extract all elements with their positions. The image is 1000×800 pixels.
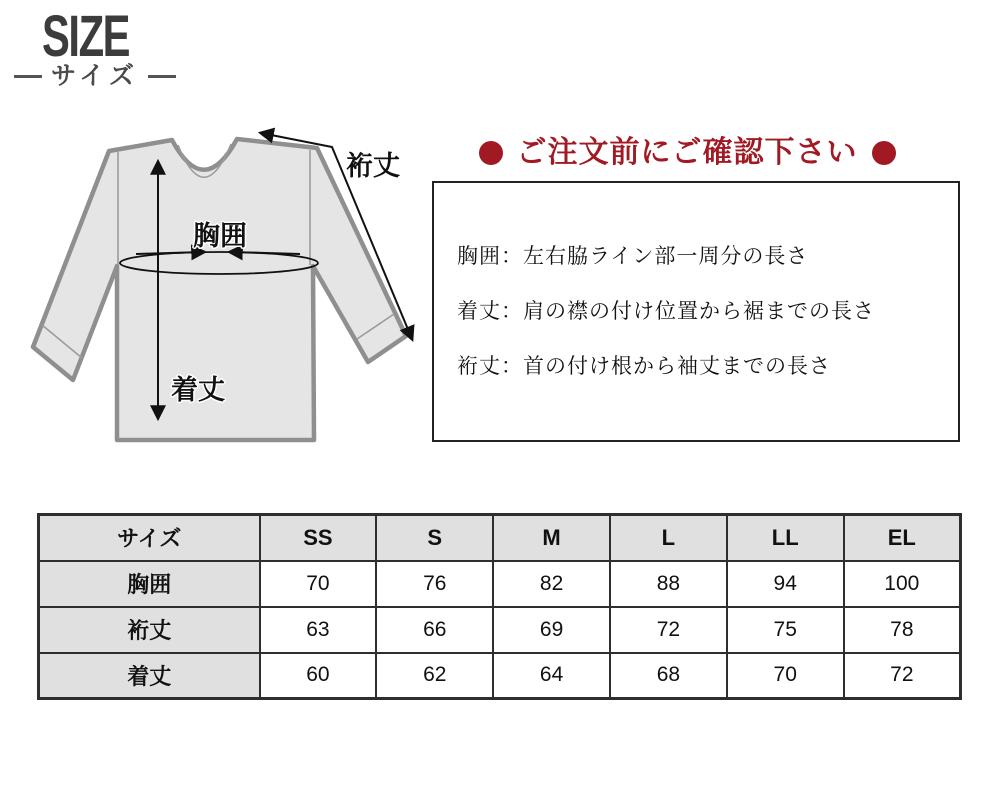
red-dot-icon [872, 141, 896, 165]
cell-sleeve-m: 69 [493, 607, 610, 653]
size-table-container [37, 513, 962, 700]
cell-body-m: 64 [493, 653, 610, 699]
cell-body-el: 72 [844, 653, 961, 699]
sleeve-length-label: 裄丈 [346, 151, 400, 181]
note-body-length: 着丈：肩の襟の付け位置から裾までの長さ [457, 300, 875, 323]
measurement-notes-box [432, 181, 960, 442]
notice-heading-text: ご注文前にご確認下さい [516, 136, 858, 169]
red-dot-icon [479, 141, 503, 165]
cell-sleeve-el: 78 [844, 607, 961, 653]
body-length-label: 着丈 [171, 375, 225, 405]
header-s: S [376, 515, 493, 561]
cell-chest-s: 76 [376, 561, 493, 607]
table-row-sleeve [39, 607, 961, 653]
cell-chest-l: 88 [610, 561, 727, 607]
cell-chest-ll: 94 [727, 561, 844, 607]
header-size: サイズ [39, 515, 260, 561]
cell-sleeve-s: 66 [376, 607, 493, 653]
note-sleeve-length: 裄丈：首の付け根から袖丈までの長さ [457, 355, 831, 378]
cell-chest-ss: 70 [260, 561, 377, 607]
row-label-chest: 胸囲 [39, 561, 260, 607]
header-m: M [493, 515, 610, 561]
cell-sleeve-l: 72 [610, 607, 727, 653]
shirt-diagram-svg [20, 118, 440, 463]
cell-body-ss: 60 [260, 653, 377, 699]
header-ll: LL [727, 515, 844, 561]
row-label-body: 着丈 [39, 653, 260, 699]
subtitle-right-dash [148, 75, 176, 78]
row-label-sleeve: 裄丈 [39, 607, 260, 653]
header-l: L [610, 515, 727, 561]
cell-sleeve-ss: 63 [260, 607, 377, 653]
cell-body-s: 62 [376, 653, 493, 699]
notice-heading [438, 132, 936, 174]
note-chest: 胸囲：左右脇ライン部一周分の長さ [457, 245, 809, 268]
size-table [37, 513, 962, 700]
subtitle-left-dash [14, 75, 42, 78]
cell-sleeve-ll: 75 [727, 607, 844, 653]
header-el: EL [844, 515, 961, 561]
chest-label: 胸囲 [193, 221, 247, 251]
cell-body-ll: 70 [727, 653, 844, 699]
page-subtitle [14, 64, 176, 89]
page-title: SIZE [42, 4, 130, 69]
cell-body-l: 68 [610, 653, 727, 699]
page-subtitle-label: サイズ [51, 62, 140, 90]
cell-chest-m: 82 [493, 561, 610, 607]
table-row-body [39, 653, 961, 699]
shirt-measurement-diagram [20, 118, 440, 463]
size-table-header-row [39, 515, 961, 561]
header-ss: SS [260, 515, 377, 561]
table-row-chest [39, 561, 961, 607]
cell-chest-el: 100 [844, 561, 961, 607]
